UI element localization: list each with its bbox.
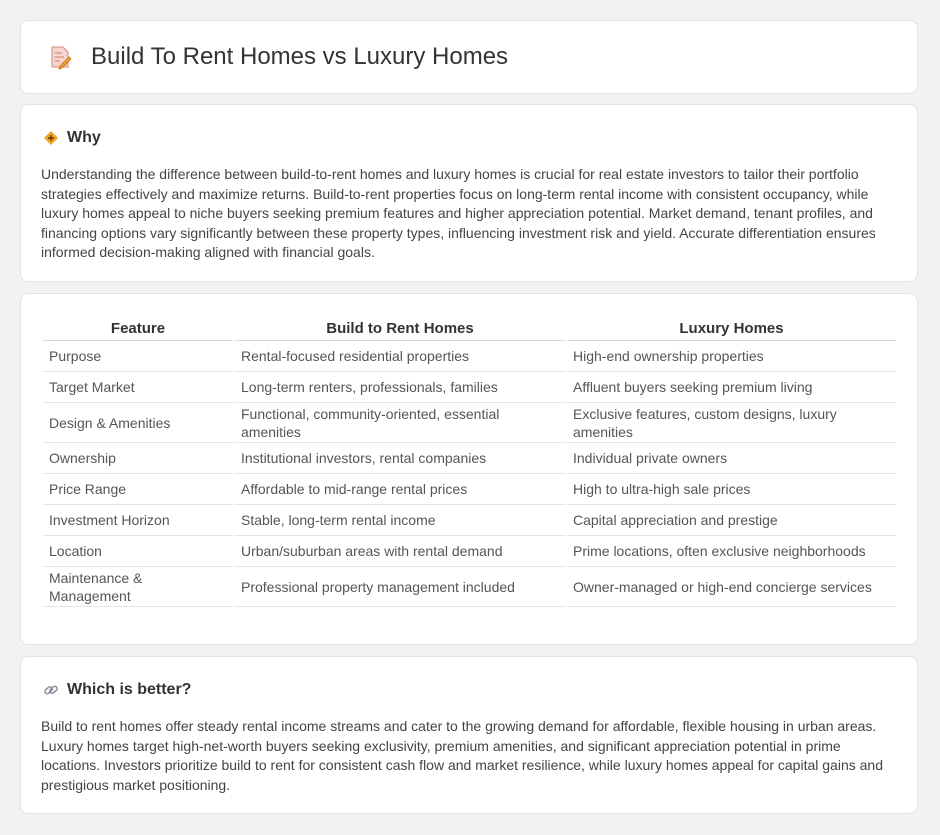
diamond-sign-icon <box>43 130 59 146</box>
cell-build-to-rent: Rental-focused residential properties <box>235 341 565 372</box>
page-title: Build To Rent Homes vs Luxury Homes <box>91 43 509 70</box>
cell-feature: Location <box>43 536 233 567</box>
cell-luxury: Individual private owners <box>567 443 896 474</box>
cell-luxury: Prime locations, often exclusive neighborhoods <box>567 536 896 567</box>
cell-feature: Investment Horizon <box>43 505 233 536</box>
cell-luxury: High-end ownership properties <box>567 341 896 372</box>
header-feature: Feature <box>43 316 233 341</box>
cell-build-to-rent: Long-term renters, professionals, families <box>235 372 565 403</box>
table-row <box>43 372 896 403</box>
cell-build-to-rent: Affordable to mid-range rental prices <box>235 474 565 505</box>
table-header-row <box>43 316 896 341</box>
link-icon <box>43 682 59 698</box>
table-row <box>43 536 896 567</box>
cell-feature: Maintenance & Management <box>43 567 233 607</box>
cell-feature: Design & Amenities <box>43 403 233 443</box>
comparison-table <box>41 316 898 607</box>
better-heading <box>43 681 191 699</box>
cell-luxury: Capital appreciation and prestige <box>567 505 896 536</box>
header-luxury: Luxury Homes <box>567 316 896 341</box>
header-card <box>20 20 918 94</box>
table-row <box>43 474 896 505</box>
why-title: Why <box>67 129 101 146</box>
cell-feature: Target Market <box>43 372 233 403</box>
cell-build-to-rent: Urban/suburban areas with rental demand <box>235 536 565 567</box>
comparison-card <box>20 293 918 645</box>
cell-luxury: Owner-managed or high-end concierge services <box>567 567 896 607</box>
cell-build-to-rent: Professional property management included <box>235 567 565 607</box>
cell-feature: Ownership <box>43 443 233 474</box>
why-heading <box>43 129 101 147</box>
cell-luxury: Affluent buyers seeking premium living <box>567 372 896 403</box>
table-row <box>43 505 896 536</box>
table-row <box>43 341 896 372</box>
cell-build-to-rent: Functional, community-oriented, essential amenities <box>235 403 565 443</box>
cell-build-to-rent: Institutional investors, rental companies <box>235 443 565 474</box>
table-row <box>43 403 896 443</box>
better-text: Build to rent homes offer steady rental income streams and cater to the growing demand for affordable, flexible housing in urban areas. Luxury homes target high-net-worth buyers seeking exclusivity, premium amenities, and significant appreciation potential in prime locations. Investors prioritize build to rent for consistent cash flow and market resilience, while luxury homes appeal for capital gains and prestigious market positioning. <box>41 718 883 793</box>
header-build-to-rent: Build to Rent Homes <box>235 316 565 341</box>
cell-feature: Price Range <box>43 474 233 505</box>
better-title: Which is better? <box>67 681 192 698</box>
cell-luxury: Exclusive features, custom designs, luxury amenities <box>567 403 896 443</box>
why-text: Understanding the difference between build-to-rent homes and luxury homes is crucial for real estate investors to tailor their portfolio strategies effectively and maximize returns. Build-to-rent properties focus on long-term rental income with consistent occupancy, while luxury homes appeal to niche buyers seeking premium features and higher appreciation potential. Market demand, tenant profiles, and financing options vary significantly between these property types, influencing investment risk and yield. Accurate differentiation ensures informed decision-making aligned with financial goals. <box>41 166 876 260</box>
why-section <box>20 104 918 282</box>
table-row <box>43 443 896 474</box>
document-pencil-icon <box>47 44 73 70</box>
which-is-better-section <box>20 656 918 814</box>
cell-build-to-rent: Stable, long-term rental income <box>235 505 565 536</box>
table-row <box>43 567 896 607</box>
cell-feature: Purpose <box>43 341 233 372</box>
cell-luxury: High to ultra-high sale prices <box>567 474 896 505</box>
